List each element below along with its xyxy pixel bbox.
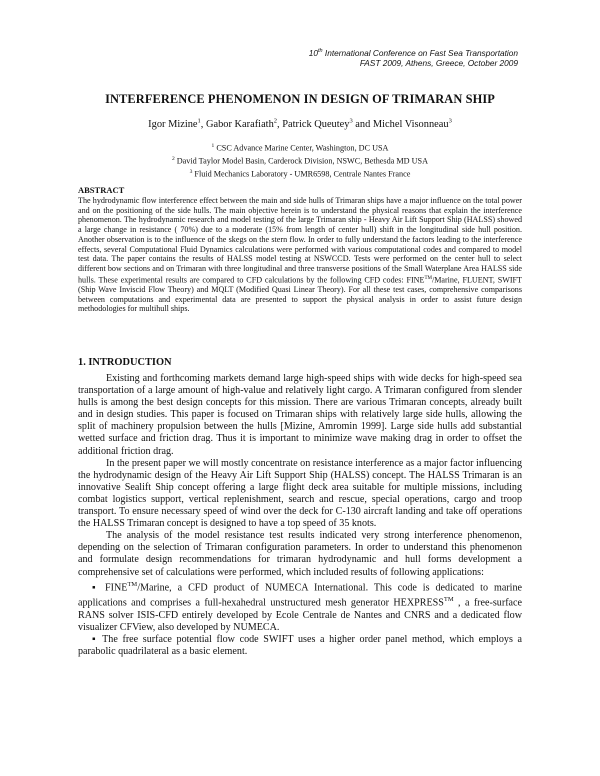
body-paragraph: In the present paper we will mostly concentrate on resistance interference as a major factor influencing the hydrodynamic design of the Heavy Air Lift Support Ship (HALSS) concept. The HALSS Trimaran is an innovative Sealift Ship concept offering a large flight deck area suitable for multiple missions, including combat logistics support, vertical replenishment, search and rescue, special operations, cargo and troop transport. To ensure necessary speed of wind over the deck for C-130 aircraft landing and take off operations the HALSS Trimaran concept is designed to have a top speed of 35 knots. xyxy=(78,457,522,530)
body-paragraph: Existing and forthcoming markets demand large high-speed ships with wide decks for high-speed sea transportation of a large amount of high-value and relatively light cargo. A Trimaran configured from slender hulls is among the best design concepts for this mission. There are various Trimaran concepts, already built and in design studies. This paper is focused on Trimaran ships with relatively large side hulls, allowing the split of machinery propulsion between the hulls [Mizine, Amromin 1999]. Large side hulls add substantial wetted surface and friction drag. Thus it is important to minimize wave making drag in order to offset the additional friction drag. xyxy=(78,373,522,457)
bullet-item: ▪ The free surface potential flow code SWIFT uses a higher order panel method, which employs a parabolic quadrilateral as a basic element. xyxy=(78,633,522,657)
author: Igor Mizine$^1$, xyxy=(148,118,206,131)
conference-name: International Conference on Fast Sea Transportation xyxy=(322,47,518,58)
conference-ordinal-suffix: th xyxy=(318,48,323,54)
affiliation: $^1$ CSC Advance Marine Center, Washington, DC USA xyxy=(211,143,389,153)
abstract-heading: ABSTRACT xyxy=(78,185,125,195)
conference-header xyxy=(118,46,518,68)
conference-ordinal: 10 xyxy=(308,47,318,58)
affiliation: $^2$ David Taylor Model Basin, Carderock Division, NSWC, Bethesda MD USA xyxy=(171,155,429,166)
conference-venue: FAST 2009, Athens, Greece, October 2009 xyxy=(359,57,518,68)
conference-line xyxy=(118,46,518,58)
author-list xyxy=(80,118,520,130)
bullet-icon: ▪ xyxy=(92,581,100,593)
paper-title: INTERFERENCE PHENOMENON IN DESIGN OF TRIMARAN SHIP xyxy=(105,92,495,106)
bullet-icon: ▪ xyxy=(92,633,98,645)
abstract-paragraph: The hydrodynamic flow interference effect between the main and side hulls of Trimaran ships have a major influence on the total power and on the positioning of the side hulls. The main objective herein is to understand the physical reasons that explain the interference phenomenon. The hydrodynamic research and model testing of the large Trimaran ship - Heavy Air Lift Support Ship (HALSS) showed a large change in resistance ( 70%) due to a moderate (15% from length of center hull) shift in the longitudinal side hull position. Another observation is to the influence of the skegs on the stern flow. In order to fully understand the factors leading to the interference effects, several Computational Fluid Dynamics calculations were performed with various computational codes and compared to model test data. The paper contains the results of HALSS model testing at NSWCCD. Tests were performed on the center hull to select different bow sections and on Trimaran with three longitudinal and three transverse positions of the Small Waterplane Area HALSS side hulls. These experimental results are compared to CFD calculations by the following CFD codes: FINE™/Marine, FLUENT, SWIFT (Ship Wave Inviscid Flow Theory) and MQLT (Modified Quasi Linear Theory). For all these test cases, comprehensive comparisons between computations and experimental data are presented to support the physical analysis in order to assist future design methodologies for multihull ships. xyxy=(78,196,523,314)
section-heading: 1. INTRODUCTION xyxy=(78,357,172,368)
abstract-body xyxy=(78,196,522,314)
bullet-item: ▪ FINE™/Marine, a CFD product of NUMECA International. This code is dedicated to marine applications and comprises a full-hexahedral unstructured mesh generator HEXPRESS™ , a free-surface RANS solver ISIS-CFD entirely developed by Ecole Centrale de Nantes and CNRS and a dedicated flow visualizer CFView, also developed by NUMECA. xyxy=(78,580,522,633)
author: Gabor Karafiath$^2$, xyxy=(205,118,283,131)
affiliation-list xyxy=(80,141,520,180)
section-body xyxy=(78,373,522,658)
body-paragraph: The analysis of the model resistance test results indicated very strong interference phenomenon, depending on the selection of Trimaran configuration parameters. In order to understand this phenomenon and formulate design recommendations for trimaran hydrodynamic and hull forms development a comprehensive set of calculations were performed, which included results of following applications: xyxy=(78,530,522,578)
affiliation: $^3$ Fluid Mechanics Laboratory - UMR6598, Centrale Nantes France xyxy=(189,168,411,179)
author: Michel Visonneau$^3$ xyxy=(372,118,452,131)
author: Patrick Queutey$^3$ and xyxy=(282,118,373,131)
